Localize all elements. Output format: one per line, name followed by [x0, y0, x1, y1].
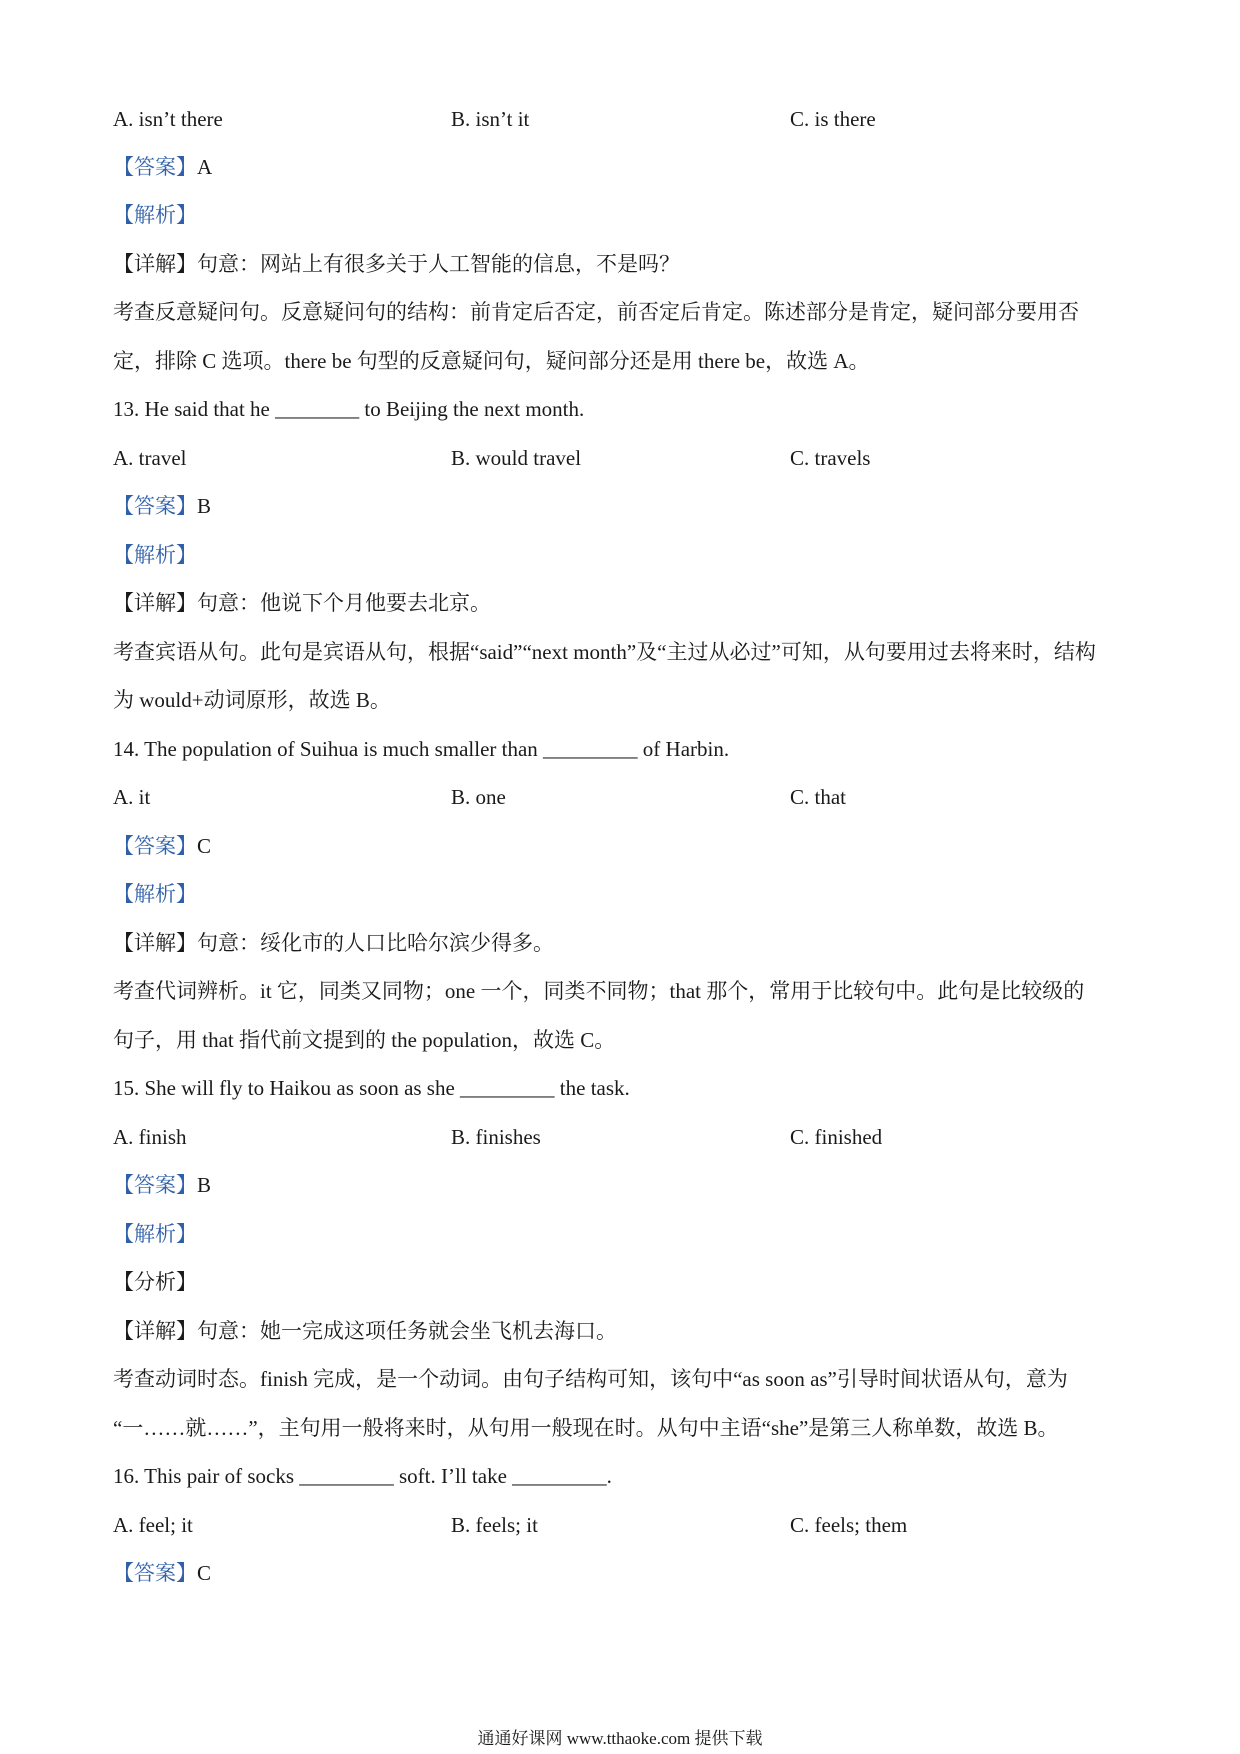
answer-tag: 【答案】	[113, 1561, 197, 1585]
q13-option-b: B. would travel	[451, 446, 582, 470]
answer-tag: 【答案】	[113, 494, 197, 518]
q13-explain-2: 为 would+动词原形，故选 B。	[113, 688, 391, 712]
answer-value: C	[197, 1561, 212, 1585]
q14-explain-1: 考查代词辨析。it 它，同类又同物；one 一个，同类不同物；that 那个，常用于比较句中。此句是比较级的	[113, 979, 1085, 1003]
q12-option-a: A. isn’t there	[113, 107, 223, 131]
q14-stem: 14. The population of Suihua is much smaller than _________ of Harbin.	[113, 737, 730, 761]
q15-stem: 15. She will fly to Haikou as soon as she _________ the task.	[113, 1076, 630, 1100]
q15-option-c: C. finished	[790, 1125, 883, 1149]
answer-value: B	[197, 494, 212, 518]
page-footer: 通通好课网 www.tthaoke.com 提供下载	[477, 1729, 763, 1748]
q12-detail: 【详解】句意：网站上有很多关于人工智能的信息，不是吗？	[113, 252, 680, 276]
q12-options	[113, 104, 1133, 134]
answer-tag: 【答案】	[113, 834, 197, 858]
q12-option-b: B. isn’t it	[451, 107, 530, 131]
q14-option-b: B. one	[451, 785, 506, 809]
q16-answer	[113, 1558, 1133, 1588]
q12-explain-1: 考查反意疑问句。反意疑问句的结构：前肯定后否定，前否定后肯定。陈述部分是肯定，疑问部分要用否	[113, 300, 1079, 324]
q13-option-a: A. travel	[113, 446, 187, 470]
q12-option-c: C. is there	[790, 107, 876, 131]
q14-detail: 【详解】句意：绥化市的人口比哈尔滨少得多。	[113, 931, 554, 955]
q13-detail: 【详解】句意：他说下个月他要去北京。	[113, 591, 491, 615]
q13-stem: 13. He said that he ________ to Beijing the next month.	[113, 397, 585, 421]
q16-options	[113, 1510, 1133, 1540]
q13-answer	[113, 491, 1133, 521]
q14-options	[113, 782, 1133, 812]
answer-tag: 【答案】	[113, 155, 197, 179]
q16-option-a: A. feel; it	[113, 1513, 193, 1537]
q14-option-c: C. that	[790, 785, 846, 809]
q16-option-c: C. feels; them	[790, 1513, 908, 1537]
answer-value: A	[197, 155, 213, 179]
q16-option-b: B. feels; it	[451, 1513, 538, 1537]
q15-explain-2: “一……就……”，主句用一般将来时，从句用一般现在时。从句中主语“she”是第三人称单数，故选 B。	[113, 1416, 1059, 1440]
q15-analysis	[113, 1219, 1133, 1249]
q12-answer	[113, 152, 1133, 182]
q13-option-c: C. travels	[790, 446, 871, 470]
analysis-tag: 【解析】	[113, 1222, 197, 1246]
q15-option-b: B. finishes	[451, 1125, 541, 1149]
q13-analysis	[113, 540, 1133, 570]
analysis-tag: 【解析】	[113, 882, 197, 906]
q12-explain-2: 定，排除 C 选项。there be 句型的反意疑问句，疑问部分还是用 there be，故选 A。	[113, 349, 870, 373]
q15-options	[113, 1122, 1133, 1152]
q12-analysis	[113, 200, 1133, 230]
q14-option-a: A. it	[113, 785, 151, 809]
q14-explain-2: 句子，用 that 指代前文提到的 the population，故选 C。	[113, 1028, 616, 1052]
q14-analysis	[113, 879, 1133, 909]
answer-tag: 【答案】	[113, 1173, 197, 1197]
answer-value: C	[197, 834, 212, 858]
q13-explain-1: 考查宾语从句。此句是宾语从句，根据“said”“next month”及“主过从必过”可知，从句要用过去将来时，结构	[113, 640, 1096, 664]
q15-option-a: A. finish	[113, 1125, 187, 1149]
q15-explain-1: 考查动词时态。finish 完成，是一个动词。由句子结构可知，该句中“as soon as”引导时间状语从句，意为	[113, 1367, 1068, 1391]
q15-detail: 【详解】句意：她一完成这项任务就会坐飞机去海口。	[113, 1319, 617, 1343]
analysis-tag: 【解析】	[113, 543, 197, 567]
q13-options	[113, 443, 1133, 473]
q16-stem: 16. This pair of socks _________ soft. I’ll take _________.	[113, 1464, 612, 1488]
q15-answer	[113, 1170, 1133, 1200]
q14-answer	[113, 831, 1133, 861]
analysis-tag: 【解析】	[113, 203, 197, 227]
answer-value: B	[197, 1173, 212, 1197]
q15-analyze: 【分析】	[113, 1270, 197, 1294]
